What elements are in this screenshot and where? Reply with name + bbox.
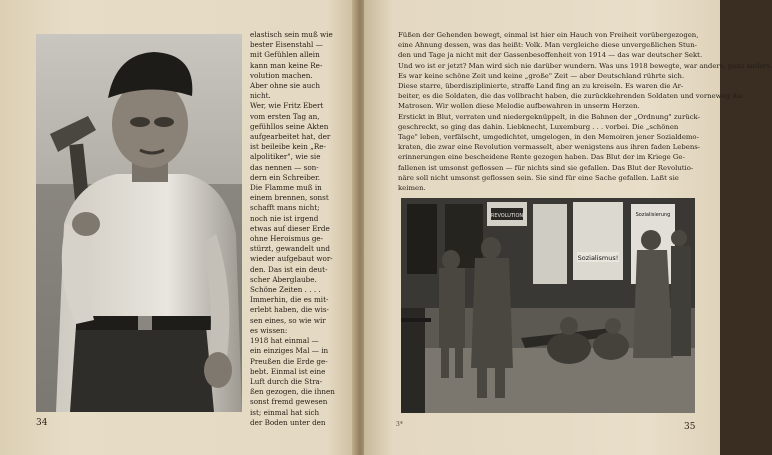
text-line: näre soll nicht umsonst geflossen sein. Sie sind für eine Sache gefallen. Laßt sie: [398, 173, 679, 182]
text-line: Aber ohne sie auch: [250, 81, 320, 91]
text-line: stürzt, gewandelt und: [250, 244, 330, 254]
text-line: Und wo ist er jetzt? Man wird sich nie darüber wundern. Was uns 1918 bewegte, war anders, ganz anders.: [398, 61, 772, 70]
street-revolution-photo: [401, 198, 695, 413]
text-line: einem brennen, sonst: [250, 193, 329, 203]
text-line: geschreckt, so ging das dahin. Liebknecht, Luxemburg . . . vorbei. Die „schönen: [398, 122, 679, 131]
signature-mark: 3*: [396, 421, 403, 428]
text-line: schafft mans nicht;: [250, 203, 320, 213]
text-line: bebt. Einmal ist eine: [250, 366, 326, 376]
text-line: ohne Heroismus ge-: [250, 234, 324, 244]
page-number-left: 34: [36, 418, 48, 428]
text-line: ßen gezogen, die ihnen: [250, 387, 335, 397]
text-line: Diese starre, überdisziplinierte, straffe Land fing an zu kreiseln. Es waren die Ar-: [398, 82, 684, 91]
text-line: etwas auf dieser Erde: [250, 223, 330, 233]
text-line: ist; einmal hat sich: [250, 407, 320, 417]
text-line: es wissen:: [250, 325, 288, 335]
text-line: elastisch sein muß wie: [250, 30, 333, 39]
text-line: Luft durch die Stra-: [250, 376, 323, 386]
text-line: gefühllos seine Akten: [250, 121, 329, 131]
text-line: mit Gefühlen allein: [250, 50, 320, 60]
text-line: Erstickt in Blut, verraten und niedergeknüppelt, in die Bahnen der „Ordnung" zurück-: [398, 112, 700, 121]
text-line: eine Ahnung dessen, was das heißt: Volk. Man vergleiche diese unvergeßlichen Stun-: [398, 41, 697, 50]
poster-revolution: REVOLUTION: [490, 213, 524, 219]
text-line: Schöne Zeiten . . . .: [250, 285, 321, 295]
text-line: sen eines, so wie wir: [250, 315, 326, 325]
text-line: fallenen ist umsonst geflossen — für nichts sind sie gefallen. Das Blut der Revolutio-: [398, 163, 694, 172]
poster-sozialisierung: Sozialisierung: [635, 212, 671, 218]
text-line: dern ein Schreiber.: [250, 172, 321, 182]
text-line: 1918 hat einmal —: [250, 336, 319, 346]
text-line: alpolitiker", wie sie: [250, 152, 321, 162]
poster-sozialismus: Sozialismus!: [577, 254, 619, 262]
text-line: Tage" leben, verfälscht, umgedichtet, umgelogen, in den Memoiren jener Sozialdemo-: [398, 133, 699, 142]
text-line: kraten, die zwar eine Revolution vermasselt, aber wenigstens aus ihren faden Lebens-: [398, 143, 701, 152]
text-line: kann man keine Re-: [250, 60, 323, 70]
text-line: den und Tage ja nicht mit der Gassenbesoffenheit von 1914 — das war deutscher Sekt.: [398, 51, 703, 60]
text-line: vom ersten Tag an,: [250, 111, 320, 121]
text-line: noch nie ist irgend: [250, 213, 319, 223]
text-line: beiter, es die Soldaten, die das vollbracht haben, die zurückkehrenden Soldaten und vorneweg die: [398, 92, 743, 101]
left-page: [0, 0, 356, 455]
worker-portrait-photo: [36, 34, 242, 412]
text-line: volution machen.: [250, 70, 313, 80]
text-line: Die Flamme muß in: [250, 183, 322, 193]
text-line: nicht.: [250, 91, 271, 101]
text-line: erinnerungen eine bescheidene Rente gezogen haben. Das Blut der im Kriege Ge-: [398, 153, 685, 162]
text-line: ein einziges Mal — in: [250, 346, 329, 356]
text-line: aufgearbeitet hat, der: [250, 132, 331, 142]
text-line: ist beileibe kein „Re-: [250, 142, 326, 152]
text-line: erlebt haben, die wis-: [250, 305, 329, 315]
text-line: Füßen der Gehenden bewegt, einmal ist hier ein Hauch von Freiheit vorübergezogen,: [398, 31, 699, 39]
text-line: den. Das ist ein deut-: [250, 264, 328, 274]
text-line: scher Aberglaube.: [250, 274, 317, 284]
text-line: bester Eisenstahl —: [250, 40, 323, 50]
text-line: wieder aufgebaut wor-: [250, 254, 333, 264]
left-text-column: [250, 30, 345, 428]
text-line: keimen.: [398, 184, 426, 193]
text-line: das nennen — son-: [250, 162, 319, 172]
text-line: Immerhin, die es mit-: [250, 295, 329, 305]
text-line: der Boden unter den: [250, 417, 326, 427]
page-number-right: 35: [684, 422, 696, 432]
text-line: Matrosen. Wir wollen diese Melodie aufbewahren in unserm Herzen.: [398, 102, 640, 111]
text-line: Es war keine schöne Zeit und keine „große" Zeit — aber Deutschland rührte sich.: [398, 71, 685, 80]
text-line: Wer, wie Fritz Ebert: [250, 101, 324, 111]
text-line: sonst fremd gewesen: [250, 397, 328, 407]
right-text-block: [398, 30, 772, 193]
text-line: Preußen die Erde ge-: [250, 356, 328, 366]
